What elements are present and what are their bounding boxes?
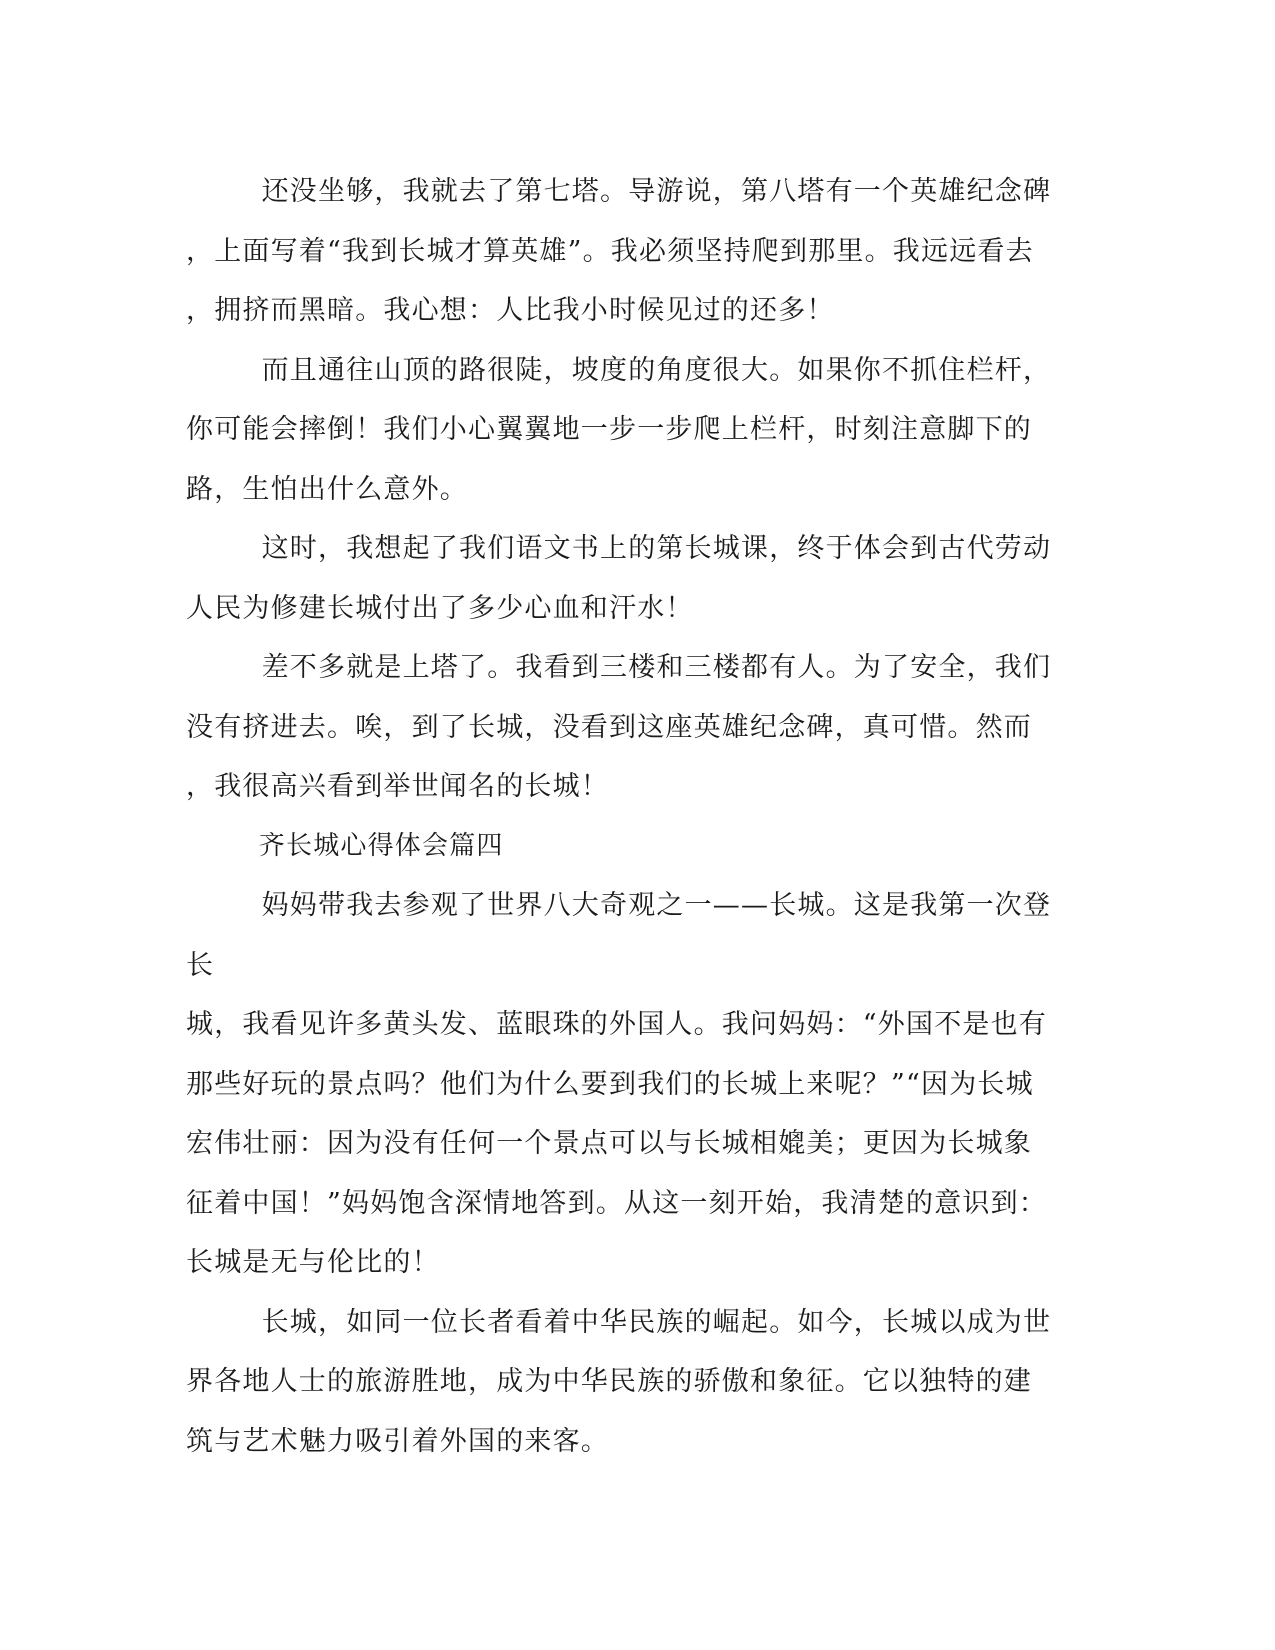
paragraph-5: 妈妈带我去参观了世界八大奇观之一——长城。这是我第一次登长 城，我看见许多黄头发、蓝眼珠的外国人。我问妈妈：“外国不是也有 那些好玩的景点吗？他们为什么要到我们的长城上来呢？”“因为长城 宏伟壮丽：因为没有任何一个景点可以与长城相媲美；更因为长城象 征着中国！”妈妈饱含深情地答到。从这一刻开始，我清楚的意识到： 长城是无与伦比的！	[186, 890, 1052, 1278]
paragraph-1: 还没坐够，我就去了第七塔。导游说，第八塔有一个英雄纪念碑 ，上面写着“我到长城才算英雄”。我必须坚持爬到那里。我远远看去 ，拥挤而黑暗。我心想：人比我小时候见过的还多！	[186, 176, 1052, 326]
paragraph-3: 这时，我想起了我们语文书上的第长城课，终于体会到古代劳动 人民为修建长城付出了多少心血和汗水！	[186, 533, 1052, 624]
paragraph-2: 而且通往山顶的路很陡，坡度的角度很大。如果你不抓住栏杆， 你可能会摔倒！我们小心翼翼地一步一步爬上栏杆，时刻注意脚下的 路，生怕出什么意外。	[186, 354, 1052, 505]
paragraph-4: 差不多就是上塔了。我看到三楼和三楼都有人。为了安全，我们 没有挤进去。唉，到了长城，没看到这座英雄纪念碑，真可惜。然而 ，我很高兴看到举世闻名的长城！	[186, 652, 1052, 802]
section-heading: 齐长城心得体会篇四	[258, 830, 504, 861]
paragraph-6: 长城，如同一位长者看着中华民族的崛起。如今，长城以成为世 界各地人士的旅游胜地，成为中华民族的骄傲和象征。它以独特的建 筑与艺术魅力吸引着外国的来客。	[186, 1306, 1052, 1457]
document-body	[186, 162, 1066, 1471]
